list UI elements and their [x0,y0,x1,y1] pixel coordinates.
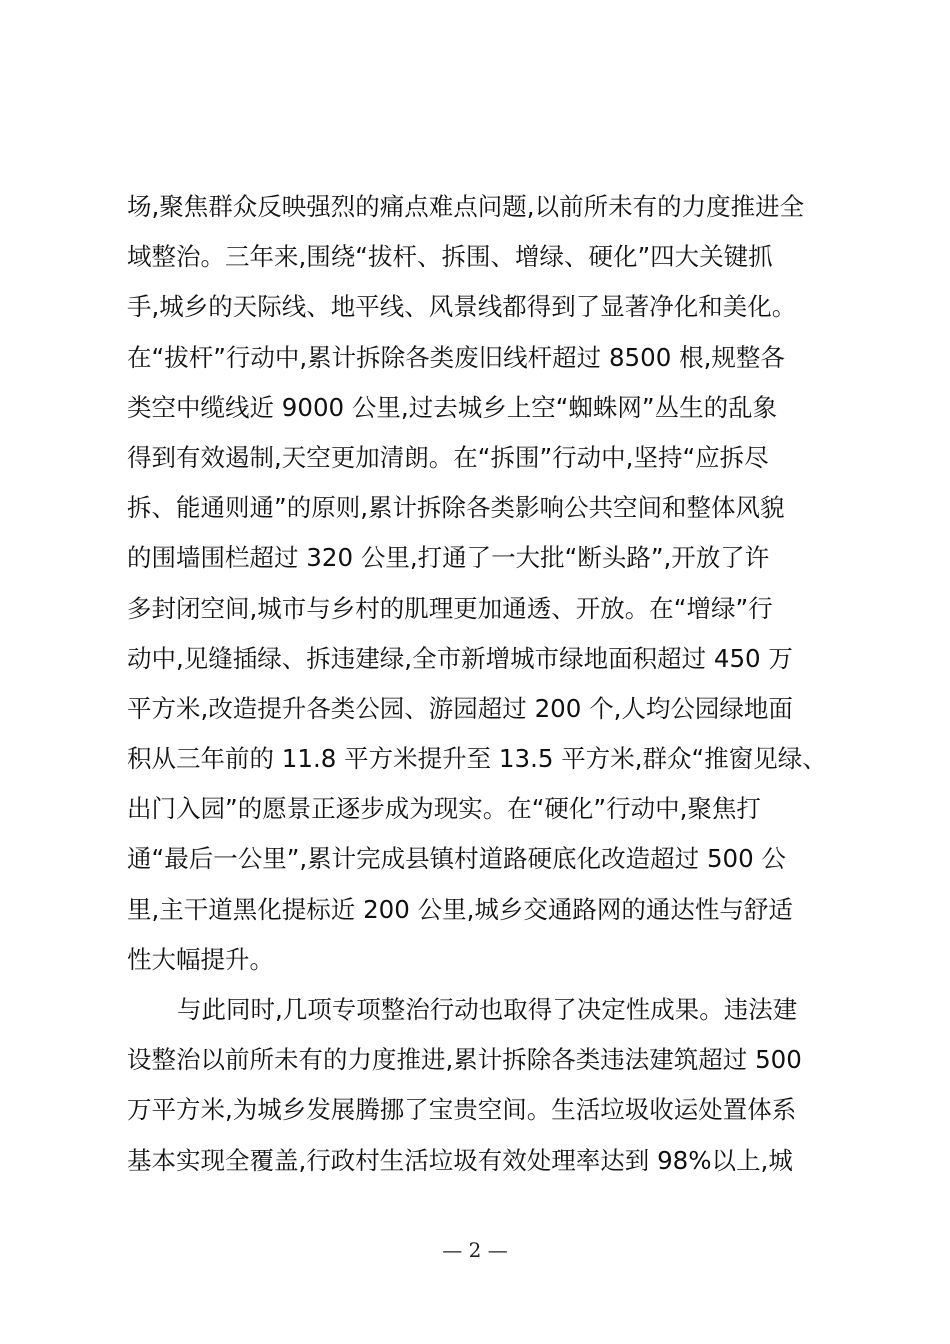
text-line: 万平方米,为城乡发展腾挪了宝贵空间。生活垃圾收运处置体系 [127,1095,797,1125]
page-number: — 2 — [442,1238,508,1262]
text-line: 域整治。三年来,围绕“拔杆、拆围、增绿、硬化”四大关键抓 [127,242,773,272]
text-line: 里,主干道黑化提标近 200 公里,城乡交通路网的通达性与舒适 [127,894,793,924]
text-line: 的围墙围栏超过 320 公里,打通了一大批“断头路”,开放了许 [127,543,770,573]
text-line: 通“最后一公里”,累计完成县镇村道路硬底化改造超过 500 公 [127,844,787,874]
text-line: 出门入园”的愿景正逐步成为现实。在“硬化”行动中,聚焦打 [127,794,761,824]
text-line: 平方米,改造提升各类公园、游园超过 200 个,人均公园绿地面 [127,693,793,723]
text-line: 设整治以前所未有的力度推进,累计拆除各类违法建筑超过 500 [127,1045,802,1075]
text-line: 场,聚焦群众反映强烈的痛点难点问题,以前所未有的力度推进全 [127,192,805,221]
text-line: 积从三年前的 11.8 平方米提升至 13.5 平方米,群众“推窗见绿、 [127,744,827,774]
text-line: 手,城乡的天际线、地平线、风景线都得到了显著净化和美化。 [127,292,797,322]
text-line: 性大幅提升。 [127,944,274,974]
text-line-paragraph-start: 与此同时,几项专项整治行动也取得了决定性成果。违法建 [177,995,798,1024]
text-line: 基本实现全覆盖,行政村生活垃圾有效处理率达到 98%以上,城 [127,1145,793,1175]
text-line: 在“拔杆”行动中,累计拆除各类废旧线杆超过 8500 根,规整各 [127,342,785,372]
text-line: 得到有效遏制,天空更加清朗。在“拆围”行动中,坚持“应拆尽 [127,442,769,472]
text-line: 动中,见缝插绿、拆违建绿,全市新增城市绿地面积超过 450 万 [127,643,793,673]
text-line: 拆、能通则通”的原则,累计拆除各类影响公共空间和整体风貌 [127,493,785,523]
text-line: 类空中缆线近 9000 公里,过去城乡上空“蜘蛛网”丛生的乱象 [127,392,778,422]
body-text [127,182,847,1186]
text-line: 多封闭空间,城市与乡村的肌理更加通透、开放。在“增绿”行 [127,593,773,623]
